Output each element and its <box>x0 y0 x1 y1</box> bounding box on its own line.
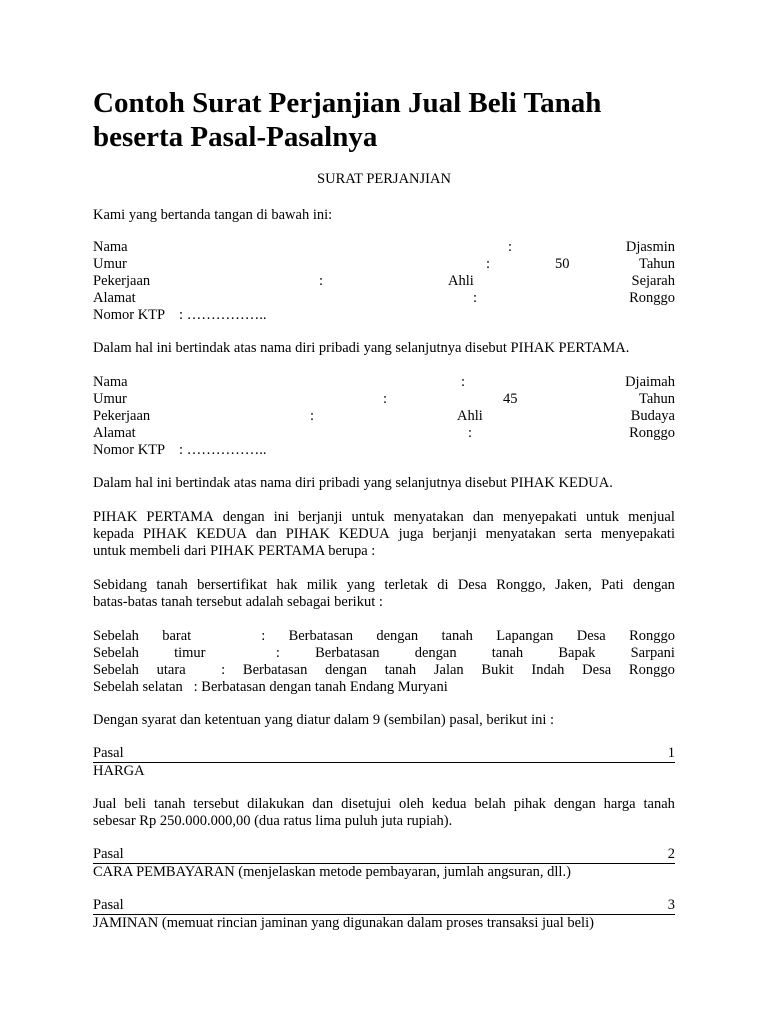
word: PIHAK <box>142 526 188 542</box>
colon: : <box>383 391 388 407</box>
colon: : <box>486 256 491 272</box>
word: oleh <box>398 796 424 812</box>
word: Sebidang <box>93 577 147 593</box>
border-west <box>93 628 675 645</box>
word: menyatakan <box>485 526 556 542</box>
word: Jaken, <box>555 577 592 593</box>
word: dengan <box>376 628 419 644</box>
word: Desa <box>582 662 612 678</box>
word: kepada <box>93 526 135 542</box>
word: : <box>221 662 226 678</box>
name-value: Djasmin <box>625 239 675 255</box>
pasal-1-header <box>93 745 675 763</box>
word: Jual <box>93 796 117 812</box>
age-unit: Tahun <box>638 256 675 272</box>
word: Pati <box>601 577 624 593</box>
colon: : <box>473 290 478 306</box>
word: Bukit <box>481 662 514 678</box>
colon: : <box>461 374 466 390</box>
party2-statement: Dalam hal ini bertindak atas nama diri pribadi yang selanjutnya disebut PIHAK KEDUA. <box>93 475 613 491</box>
pasal-number: 1 <box>667 745 675 761</box>
colon: : <box>319 273 324 289</box>
pasal-label: Pasal <box>93 897 124 913</box>
land-line <box>93 577 675 594</box>
name-value: Djaimah <box>625 374 675 390</box>
party1-address-row <box>93 290 675 307</box>
word: Desa <box>576 628 606 644</box>
land-line: batas-batas tanah tersebut adalah sebagai berikut : <box>93 594 383 610</box>
word: Sebelah <box>93 662 139 678</box>
word: Bapak <box>558 645 596 661</box>
job-value: Ahli <box>457 408 483 424</box>
word: pihak <box>513 796 546 812</box>
letter-heading: SURAT PERJANJIAN <box>317 171 451 187</box>
word: Ronggo <box>628 662 675 678</box>
party1-age-row <box>93 256 675 273</box>
word: Indah <box>531 662 565 678</box>
pasal-number: 2 <box>667 846 675 862</box>
agreement-line <box>93 509 675 526</box>
word: disetujui <box>341 796 392 812</box>
word: kedua <box>431 796 467 812</box>
word: yang <box>346 577 375 593</box>
age-value: 50 <box>555 256 570 272</box>
word: menyepakati <box>600 526 675 542</box>
harga-line: sebesar Rp 250.000.000,00 (dua ratus lima puluh juta rupiah). <box>93 813 453 829</box>
word: dan <box>255 526 277 542</box>
document-title: Contoh Surat Perjanjian Jual Beli Tanah beserta Pasal-Pasalnya <box>93 87 602 153</box>
party2-ktp-row: Nomor KTP : …………….. <box>93 442 267 458</box>
word: menyatakan <box>393 509 464 525</box>
job-label: Pekerjaan <box>93 408 151 424</box>
word: menjual <box>628 509 675 525</box>
age-label: Umur <box>93 391 127 407</box>
job-value: Ahli <box>448 273 474 289</box>
address-value: Ronggo <box>629 290 675 306</box>
word: barat <box>162 628 192 644</box>
word: di <box>437 577 449 593</box>
word: PIHAK <box>93 509 138 525</box>
word: dengan <box>414 645 457 661</box>
word: : <box>261 628 266 644</box>
name-label: Nama <box>93 239 128 255</box>
party2-job-row <box>93 408 675 425</box>
word: tanah <box>643 796 675 812</box>
party1-job-row <box>93 273 675 290</box>
word: utara <box>156 662 186 678</box>
party1-statement: Dalam hal ini bertindak atas nama diri pribadi yang selanjutnya disebut PIHAK PERTAMA. <box>93 340 630 356</box>
word: Berbatasan <box>242 662 308 678</box>
word: dengan <box>633 577 675 593</box>
age-value: 45 <box>503 391 518 407</box>
word: Jalan <box>433 662 464 678</box>
word: dengan <box>222 509 265 525</box>
pasal-2-title: CARA PEMBAYARAN (menjelaskan metode pembayaran, jumlah angsuran, dll.) <box>93 864 571 880</box>
job-value: Budaya <box>630 408 675 424</box>
terms-intro: Dengan syarat dan ketentuan yang diatur dalam 9 (sembilan) pasal, berikut ini : <box>93 712 555 728</box>
word: hak <box>276 577 298 593</box>
job-label: Pekerjaan <box>93 273 151 289</box>
party2-name-row <box>93 374 675 391</box>
word: untuk <box>586 509 620 525</box>
word: Sebelah <box>93 628 139 644</box>
pasal-label: Pasal <box>93 745 124 761</box>
word: belah <box>474 796 506 812</box>
pasal-2-header <box>93 846 675 864</box>
age-label: Umur <box>93 256 127 272</box>
party1-name-row <box>93 239 675 256</box>
word: tanah <box>441 628 473 644</box>
word: terletak <box>384 577 428 593</box>
word: tanah <box>156 577 188 593</box>
word: tanah <box>384 662 417 678</box>
agreement-line <box>93 526 675 543</box>
colon: : <box>310 408 315 424</box>
party2-age-row <box>93 391 675 408</box>
border-east <box>93 645 675 662</box>
agreement-line: untuk membeli dari PIHAK PERTAMA berupa : <box>93 543 376 559</box>
word: milik <box>306 577 338 593</box>
word: Desa <box>457 577 487 593</box>
pasal-1-title: HARGA <box>93 763 145 779</box>
word: dan <box>312 796 334 812</box>
address-label: Alamat <box>93 425 136 441</box>
word: untuk <box>351 509 385 525</box>
word: Ronggo <box>629 628 675 644</box>
word: KEDUA <box>196 526 247 542</box>
word: PIHAK <box>285 526 330 542</box>
address-value: Ronggo <box>629 425 675 441</box>
pasal-label: Pasal <box>93 846 124 862</box>
harga-line <box>93 796 675 813</box>
word: juga <box>398 526 424 542</box>
pasal-3-header <box>93 897 675 915</box>
party2-address-row <box>93 425 675 442</box>
word: ini <box>273 509 290 525</box>
word: dan <box>472 509 494 525</box>
intro-line: Kami yang bertanda tangan di bawah ini: <box>93 207 333 223</box>
word: tersebut <box>193 796 240 812</box>
word: KEDUA <box>338 526 390 542</box>
word: Berbatasan <box>288 628 353 644</box>
word: harga <box>603 796 636 812</box>
name-label: Nama <box>93 374 128 390</box>
word: bersertifikat <box>197 577 268 593</box>
colon: : <box>468 425 473 441</box>
age-unit: Tahun <box>638 391 675 407</box>
address-label: Alamat <box>93 290 136 306</box>
colon: : <box>508 239 513 255</box>
pasal-3-title: JAMINAN (memuat rincian jaminan yang digunakan dalam proses transaksi jual beli) <box>93 915 594 931</box>
word: Sebelah <box>93 645 139 661</box>
word: dengan <box>553 796 596 812</box>
word: beli <box>124 796 147 812</box>
word: berjanji <box>298 509 343 525</box>
word: PERTAMA <box>146 509 214 525</box>
word: menyepakati <box>502 509 577 525</box>
job-value: Sejarah <box>631 273 675 289</box>
pasal-number: 3 <box>667 897 675 913</box>
word: timur <box>174 645 206 661</box>
word: berjanji <box>432 526 477 542</box>
word: tanah <box>491 645 524 661</box>
border-south: Sebelah selatan : Berbatasan dengan tanah Endang Muryani <box>93 679 448 695</box>
word: Berbatasan <box>315 645 380 661</box>
word: dengan <box>325 662 367 678</box>
word: tanah <box>153 796 186 812</box>
word: Lapangan <box>496 628 554 644</box>
border-north <box>93 662 675 679</box>
word: serta <box>564 526 592 542</box>
word: Ronggo, <box>496 577 546 593</box>
party1-ktp-row: Nomor KTP : …………….. <box>93 307 267 323</box>
word: : <box>275 645 280 661</box>
word: dilakukan <box>247 796 305 812</box>
word: Sarpani <box>630 645 675 661</box>
